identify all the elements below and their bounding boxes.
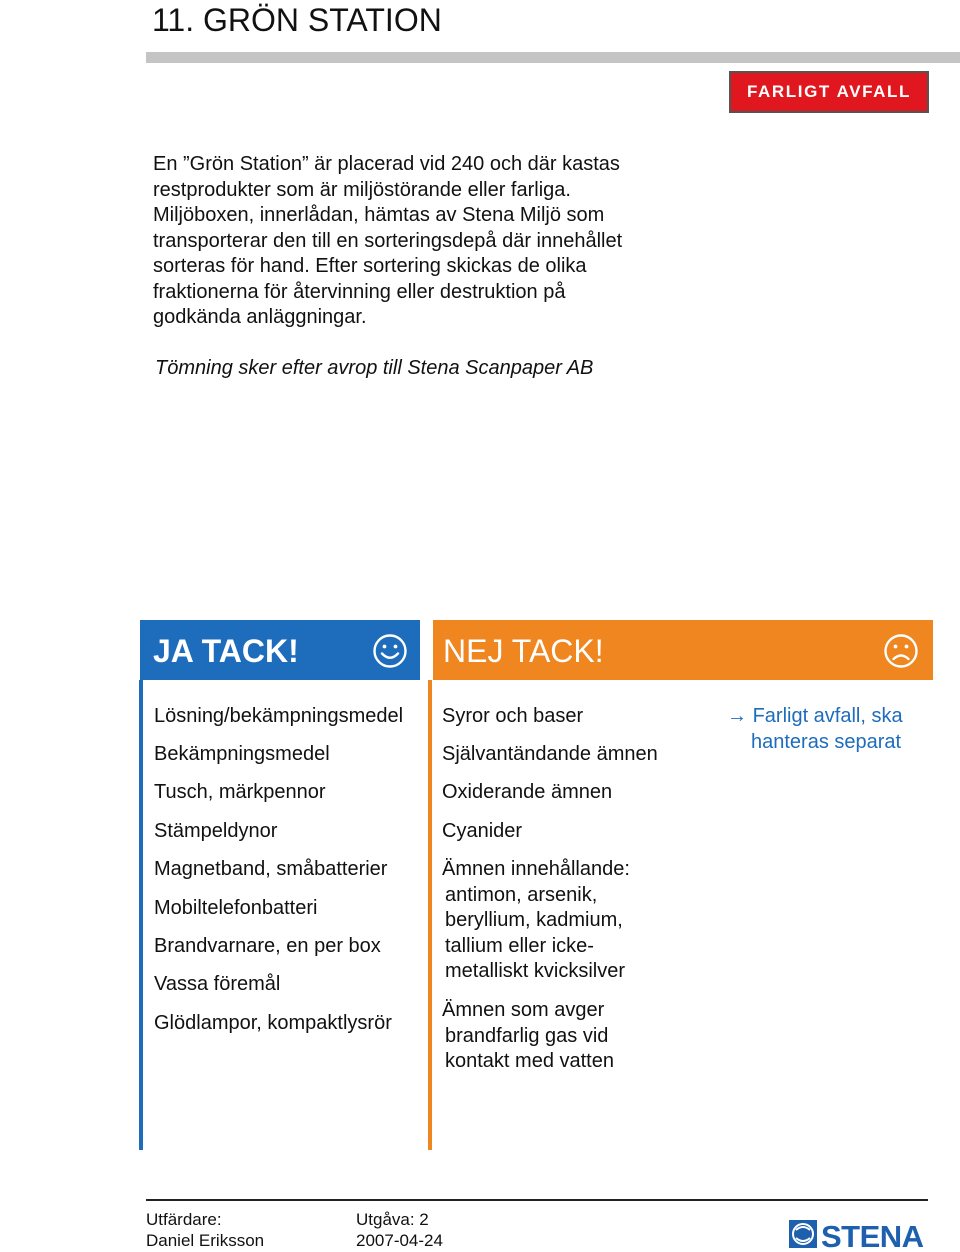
stena-logo	[788, 1214, 928, 1252]
emptying-note: Tömning sker efter avrop till Stena Scanpaper AB	[155, 357, 594, 379]
rejected-column-bar	[428, 680, 432, 1150]
list-item: Cyanider	[442, 820, 523, 842]
rejected-heading: NEJ TACK!	[443, 633, 604, 669]
list-item: Syror och baser	[442, 705, 584, 727]
smiley-face-icon	[372, 633, 408, 669]
list-item: Självantändande ämnen	[442, 743, 658, 765]
list-item: Glödlampor, kompaktlysrör	[154, 1012, 392, 1034]
page-title: 11. GRÖN STATION	[152, 2, 442, 38]
list-item: Brandvarnare, en per box	[154, 935, 381, 957]
accepted-heading: JA TACK!	[153, 633, 299, 669]
issue-date: 2007-04-24	[356, 1231, 443, 1250]
list-item: Bekämpningsmedel	[154, 743, 330, 765]
footer-divider	[146, 1199, 928, 1201]
list-item: Oxiderande ämnen	[442, 781, 613, 803]
list-subitem: beryllium, kadmium,	[445, 909, 623, 931]
accepted-header	[140, 620, 420, 680]
intro-line: godkända anläggningar.	[153, 306, 367, 328]
list-subitem: kontakt med vatten	[445, 1050, 614, 1072]
intro-paragraph	[153, 152, 713, 331]
frowning-face-icon	[883, 633, 919, 669]
list-item: Stämpeldynor	[154, 820, 278, 842]
list-item: Vassa föremål	[154, 973, 281, 995]
accepted-column-bar	[139, 680, 143, 1150]
list-item: Tusch, märkpennor	[154, 781, 326, 803]
intro-line: restprodukter som är miljöstörande eller farliga.	[153, 178, 571, 201]
hazard-note-line: hanteras separat	[751, 731, 902, 753]
intro-line: sorteras för hand. Efter sortering skickas de olika	[153, 255, 587, 277]
intro-line: fraktionerna för återvinning eller destruktion på	[153, 280, 566, 303]
hazard-note-line: Farligt avfall, ska	[752, 705, 903, 727]
list-subitem: brandfarlig gas vid	[445, 1025, 609, 1047]
list-item: Lösning/bekämpningsmedel	[154, 705, 404, 727]
issuer-label: Utfärdare:	[146, 1210, 222, 1229]
edition-label: Utgåva: 2	[356, 1210, 429, 1229]
issuer-name: Daniel Eriksson	[146, 1231, 265, 1250]
intro-line: En ”Grön Station” är placerad vid 240 och där kastas	[153, 153, 620, 175]
hazard-note	[727, 703, 903, 755]
intro-line: Miljöboxen, innerlådan, hämtas av Stena Miljö som	[153, 204, 605, 226]
list-subitem: antimon, arsenik,	[445, 884, 598, 906]
rejected-header	[433, 620, 933, 680]
list-item: Mobiltelefonbatteri	[154, 897, 318, 919]
list-item: Magnetband, småbatterier	[154, 858, 388, 880]
list-item: Ämnen som avger	[442, 999, 605, 1021]
arrow-right-icon: →	[727, 705, 747, 727]
title-divider	[146, 52, 960, 63]
hazard-badge: FARLIGT AVFALL	[729, 71, 929, 113]
list-subitem: tallium eller icke-	[445, 935, 594, 957]
list-item: Ämnen innehållande:	[442, 858, 630, 880]
intro-line: transporterar den till en sorteringsdepå där innehållet	[153, 229, 623, 252]
logo-text: STENA	[821, 1219, 924, 1252]
list-subitem: metalliskt kvicksilver	[445, 960, 626, 982]
